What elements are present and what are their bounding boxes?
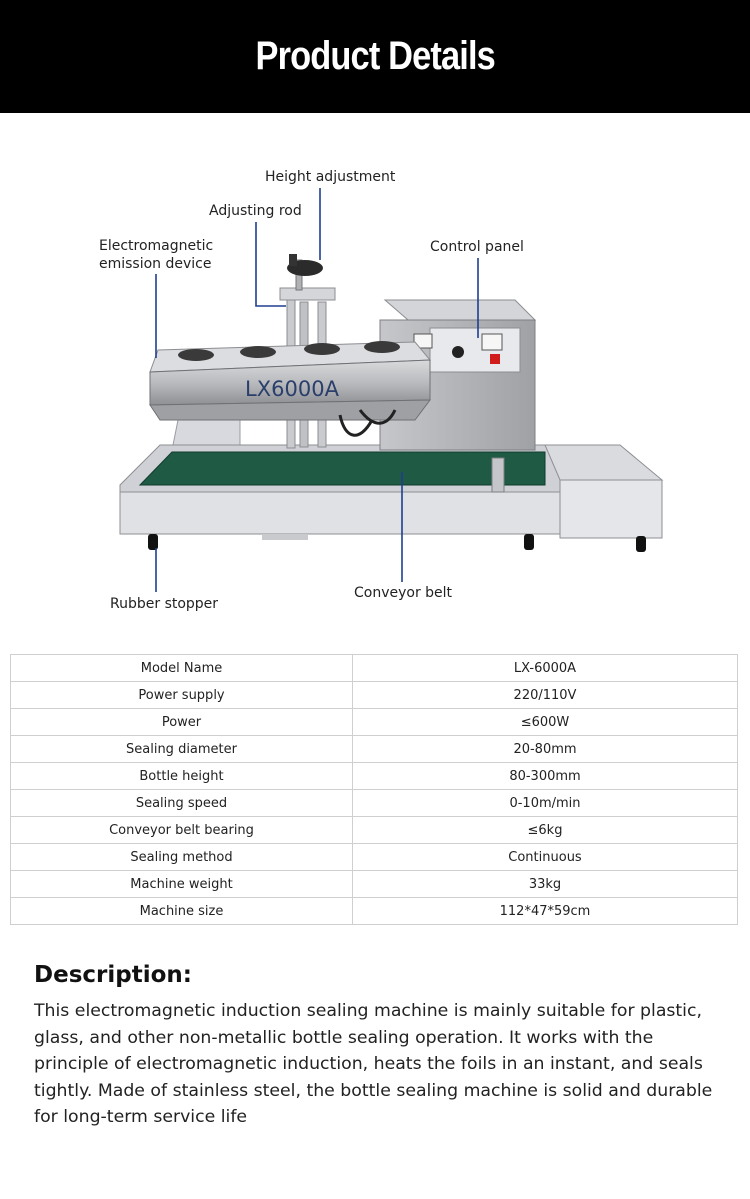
spec-value: 20-80mm xyxy=(353,736,738,763)
spec-value: 0-10m/min xyxy=(353,790,738,817)
extension-top xyxy=(545,445,662,480)
header-banner xyxy=(0,0,750,113)
handwheel-knob xyxy=(289,254,297,266)
control-panel-face xyxy=(430,328,520,372)
callout-height-adjustment: Height adjustment xyxy=(265,169,396,185)
spec-value: LX-6000A xyxy=(353,655,738,682)
description-body: This electromagnetic induction sealing machine is mainly suitable for plastic, glass, and other non-metallic bottle sealing operation. It works with the principle of electromagnetic induction, heats the foils in an instant, and seals tightly. Made of stainless steel, the bottle sealing machine is solid and durable for long-term service life xyxy=(34,1001,713,1128)
table-row xyxy=(11,682,738,709)
control-knob xyxy=(452,346,464,358)
spec-value: 220/110V xyxy=(353,682,738,709)
spec-value: 112*47*59cm xyxy=(353,898,738,925)
table-row xyxy=(11,817,738,844)
callout-control-panel: Control panel xyxy=(430,239,524,255)
belt xyxy=(140,452,545,485)
table-row xyxy=(11,844,738,871)
guide-arm xyxy=(492,458,504,492)
spec-value: ≤600W xyxy=(353,709,738,736)
control-box-top xyxy=(385,300,535,320)
spec-name: Machine weight xyxy=(11,871,353,898)
spec-value: Continuous xyxy=(353,844,738,871)
table-row xyxy=(11,871,738,898)
wheel xyxy=(524,534,534,550)
callout-emission-line1: Electromagnetic xyxy=(99,238,214,254)
spec-name: Machine size xyxy=(11,898,353,925)
machine-model-label: LX6000A xyxy=(245,377,339,401)
table-row xyxy=(11,736,738,763)
page-title: Product Details xyxy=(255,34,495,78)
table-row xyxy=(11,709,738,736)
extension-side xyxy=(560,480,662,538)
foot-plate xyxy=(262,534,308,540)
spec-name: Sealing speed xyxy=(11,790,353,817)
meter-right xyxy=(482,334,502,350)
callout-emission-line2: emission device xyxy=(99,256,212,272)
spec-name: Bottle height xyxy=(11,763,353,790)
spec-name: Sealing diameter xyxy=(11,736,353,763)
spec-name: Power supply xyxy=(11,682,353,709)
callout-adjusting-rod: Adjusting rod xyxy=(209,203,302,219)
table-row xyxy=(11,763,738,790)
spec-value: 33kg xyxy=(353,871,738,898)
spec-name: Sealing method xyxy=(11,844,353,871)
spec-name: Conveyor belt bearing xyxy=(11,817,353,844)
power-switch xyxy=(490,354,500,364)
machine-illustration xyxy=(0,120,750,630)
fan xyxy=(178,349,214,361)
callout-conveyor-belt: Conveyor belt xyxy=(354,585,453,601)
spec-name: Power xyxy=(11,709,353,736)
conveyor-side xyxy=(120,492,560,534)
spec-value: 80-300mm xyxy=(353,763,738,790)
spec-table xyxy=(10,654,738,925)
product-figure xyxy=(0,120,750,630)
table-row xyxy=(11,655,738,682)
description-title: Description: xyxy=(34,962,192,988)
wheel xyxy=(636,536,646,552)
table-row xyxy=(11,898,738,925)
wheel xyxy=(148,534,158,550)
fan xyxy=(364,341,400,353)
spec-name: Model Name xyxy=(11,655,353,682)
fan xyxy=(304,343,340,355)
callout-rubber-stopper: Rubber stopper xyxy=(110,596,219,612)
fan xyxy=(240,346,276,358)
spec-value: ≤6kg xyxy=(353,817,738,844)
table-row xyxy=(11,790,738,817)
top-plate xyxy=(280,288,335,300)
